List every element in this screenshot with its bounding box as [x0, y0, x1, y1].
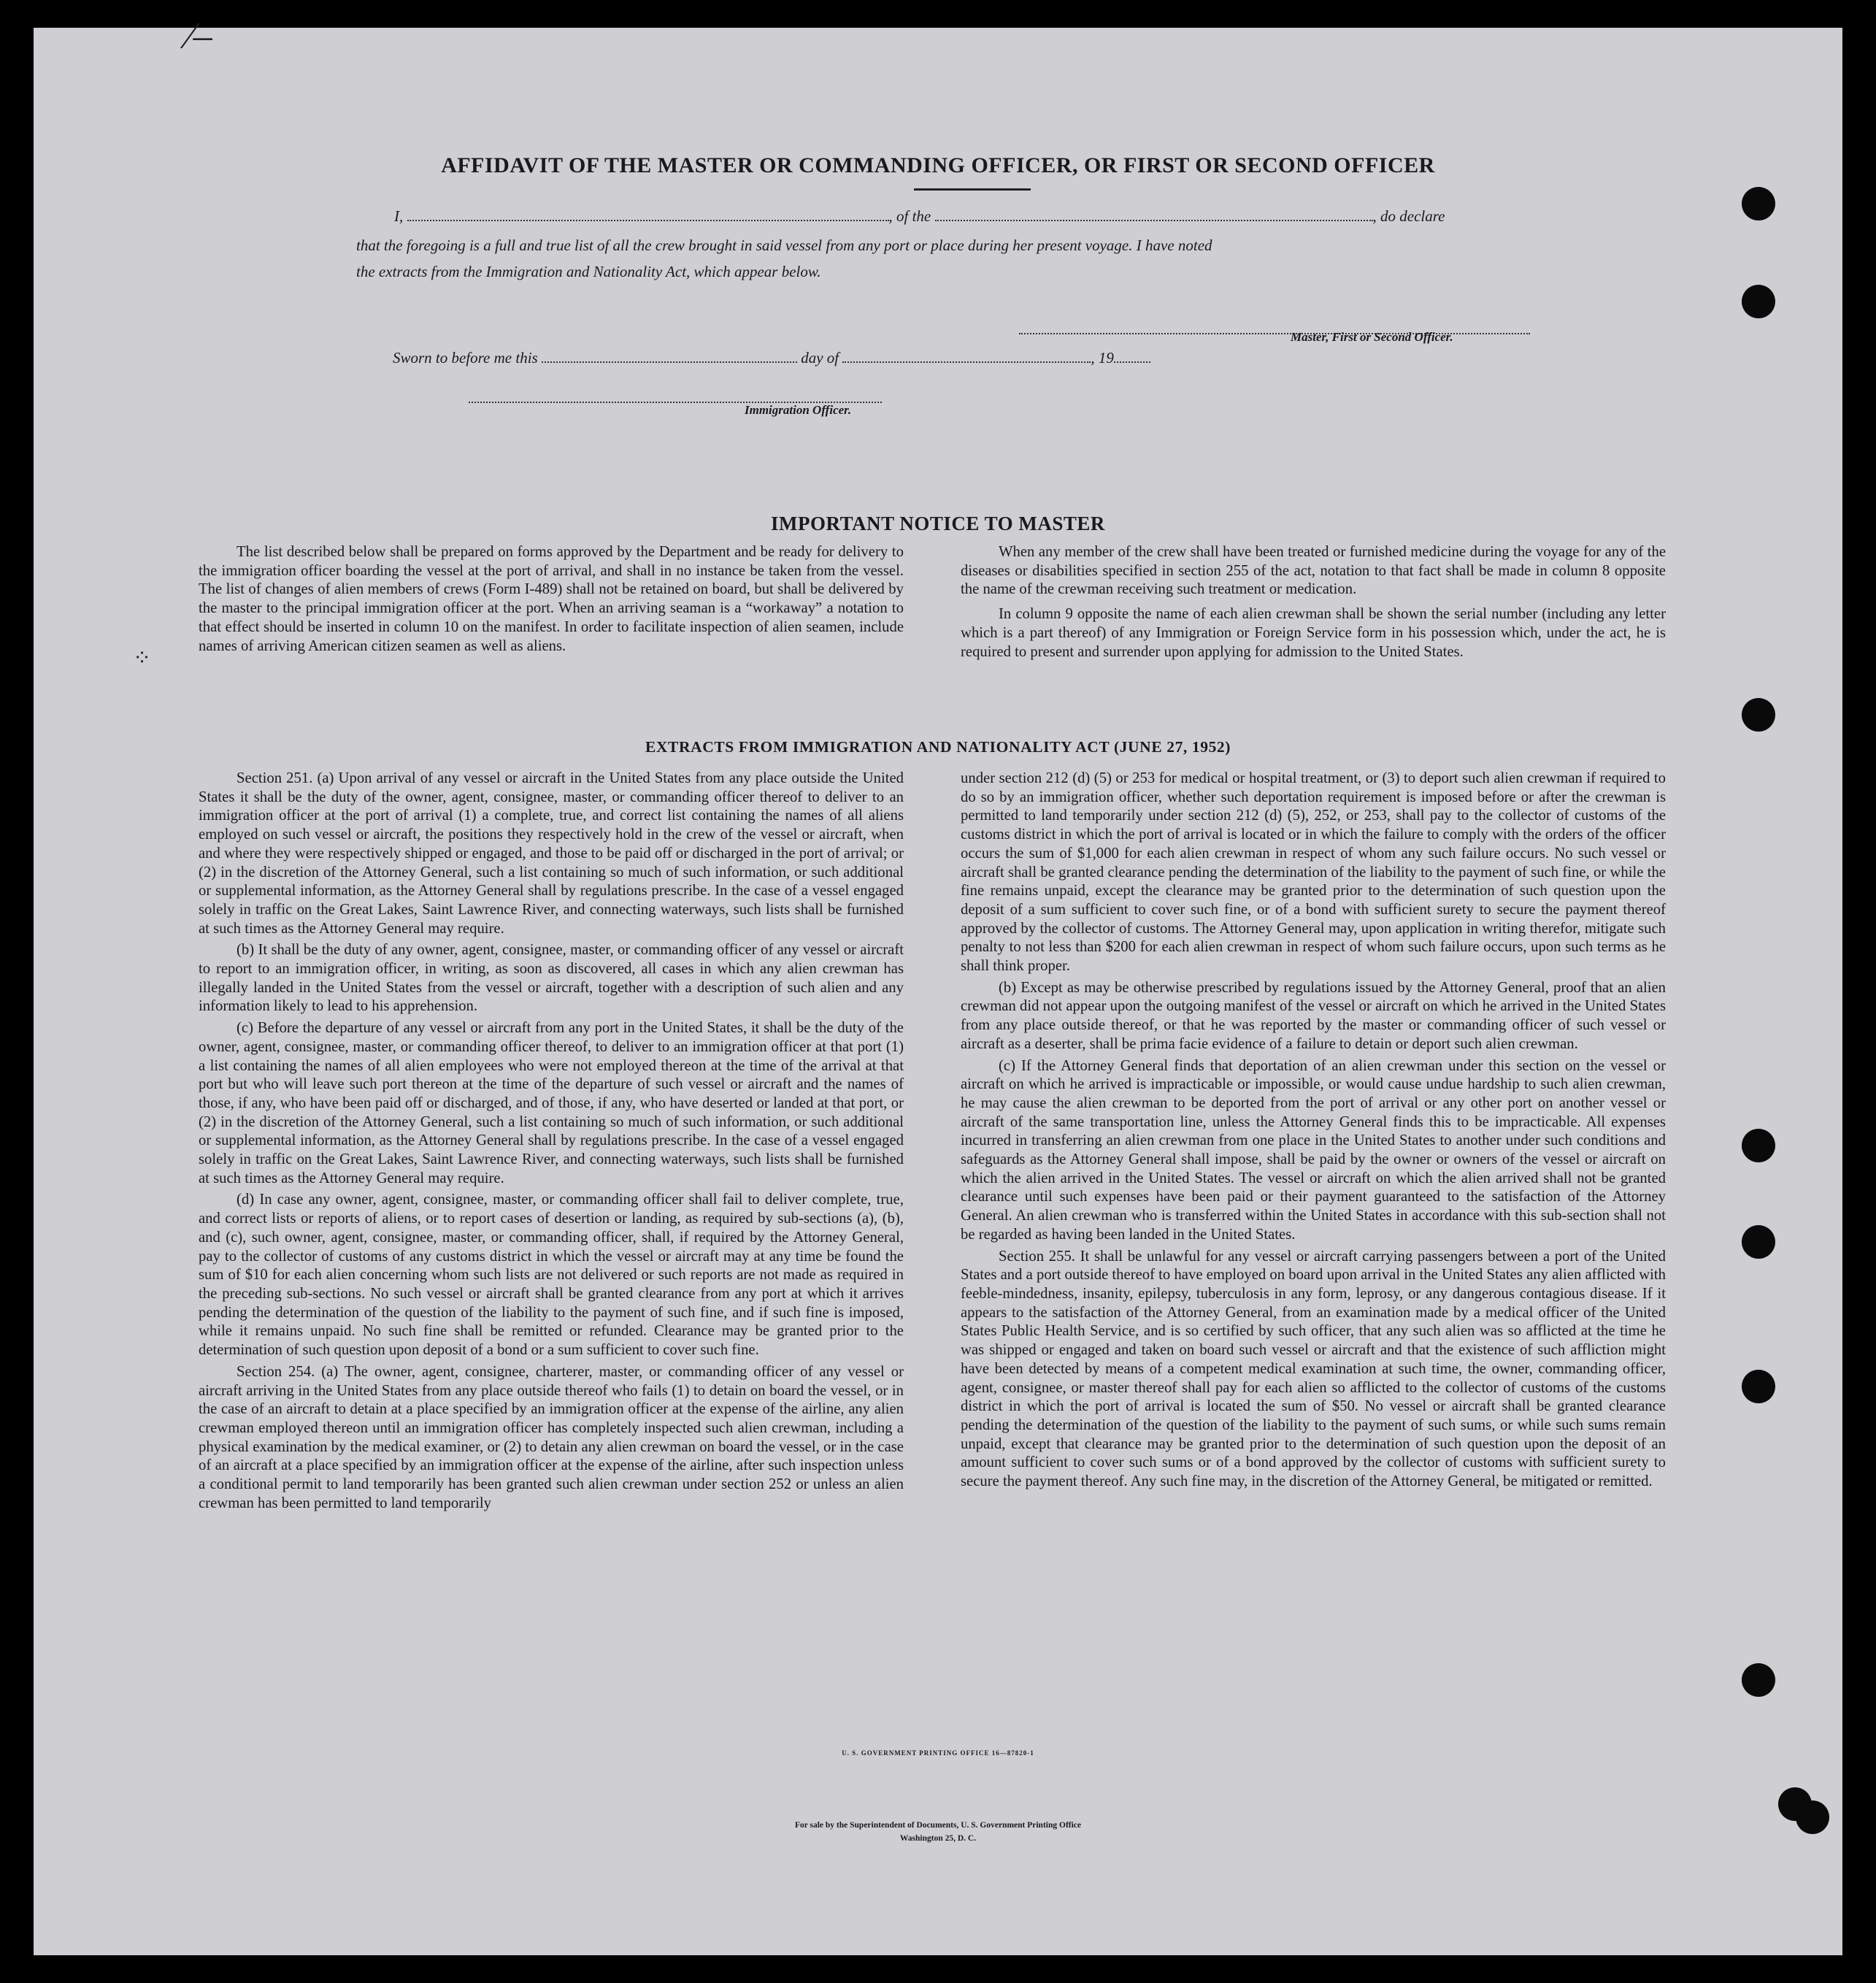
extracts-left-column	[199, 770, 904, 1516]
do-declare-label: , do declare	[1372, 207, 1445, 225]
notice-right-column	[961, 543, 1666, 664]
affidavit-title: AFFIDAVIT OF THE MASTER OR COMMANDING OFFICER, OR FIRST OR SECOND OFFICER	[441, 153, 1435, 177]
notice-heading: IMPORTANT NOTICE TO MASTER	[771, 513, 1105, 534]
master-signature-label: Master, First or Second Officer.	[1291, 330, 1453, 344]
sale-notice-line-2: Washington 25, D. C.	[899, 1834, 977, 1843]
notice-paragraph: When any member of the crew shall have been treated or furnished medicine during the voyage for any of the diseases or disabilities specified in section 255 of the act, notation to that fact shall be made in column 8 opposite the name of the crewman receiving such treatment or medication.	[961, 544, 1666, 598]
sworn-year-field[interactable]	[1114, 350, 1150, 363]
declaration-text-3: the extracts from the Immigration and Nationality Act, which appear below.	[356, 263, 821, 280]
binder-hole	[1742, 1129, 1775, 1162]
section-paragraph: (c) Before the departure of any vessel or aircraft from any port in the United States, it shall be the duty of the owner, agent, consignee, master, or commanding officer thereof, to deliver to an immigration officer at that port (1) a list containing the names of all alien employees who were not employed thereon at the time of the arrival at that port but who will leave such port thereon at the time of the departure of such vessel or aircraft and the names of those, if any, who have been paid off or discharged, and of those, if any, who have deserted or landed at that port, or (2) in the discretion of the Attorney General, such a list containing so much of such information, or such additional or supplemental information, as the Attorney General shall by regulations prescribe. In the case of a vessel engaged solely in traffic on the Great Lakes, Saint Lawrence River, and connecting waterways, such lists shall be furnished at such times as the Attorney General may require.	[199, 1020, 904, 1186]
binder-hole	[1742, 187, 1775, 220]
sworn-line	[393, 349, 1342, 367]
binder-hole	[1742, 1225, 1775, 1259]
ink-smudge: ⁘	[133, 646, 152, 670]
binder-hole	[1742, 1663, 1775, 1697]
printer-imprint: U. S. GOVERNMENT PRINTING OFFICE 16—87820-1	[842, 1749, 1034, 1757]
declaration-text-2: that the foregoing is a full and true list of all the crew brought in said vessel from any port or place during her present voyage. I have noted	[356, 237, 1212, 254]
section-paragraph: (d) In case any owner, agent, consignee, master, or commanding officer shall fail to deliver complete, true, and correct lists or reports of aliens, or to report cases of desertion or landing, as required by sub-sections (a), (b), and (c), such owner, agent, consignee, master, or commanding officer, shall, if required by the Attorney General, pay to the collector of customs of any customs district in which the vessel or aircraft may at any time be found the sum of $10 for each alien concerning whom such lists are not delivered or such reports are not made as required in the preceding sub-sections. No such vessel or aircraft shall be granted clearance from any port at which it arrives pending the determination of the question of the liability to the payment of such fine, and if such fine is imposed, while it remains unpaid. No such fine shall be remitted or refunded. Clearance may be granted prior to the determination of such question upon deposit of a bond or a sum sufficient to cover such fine.	[199, 1192, 904, 1359]
section-paragraph: (b) Except as may be otherwise prescribed by regulations issued by the Attorney General, proof that an alien crewman did not appear upon the outgoing manifest of the vessel or aircraft on which he arrived in the United States from any place outside thereof, or that he was reported by the master or commanding officer of such vessel or aircraft as a deserter, shall be prima facie evidence of a failure to detain or deport such alien crewman.	[961, 979, 1666, 1052]
vessel-name-field[interactable]	[935, 208, 1373, 221]
binder-hole	[1742, 698, 1775, 732]
notice-left-column	[199, 543, 904, 659]
declaration-line	[394, 207, 1555, 226]
title-rule	[914, 188, 1031, 191]
extracts-heading: EXTRACTS FROM IMMIGRATION AND NATIONALITY ACT (JUNE 27, 1952)	[645, 738, 1231, 756]
officer-signature-field[interactable]	[469, 390, 882, 403]
sworn-label: Sworn to before me this	[393, 349, 538, 367]
section-paragraph: (c) If the Attorney General finds that deportation of an alien crewman under this section on the vessel or aircraft on which he arrived is impracticable or impossible, or would cause undue hardship to such alien crewman, he may cause the alien crewman to be deported from the port of arrival or any other port on another vessel or aircraft of the same transportation line, unless the Attorney General finds this to be impracticable. All expenses incurred in transferring an alien crewman from one place in the United States to another under such conditions and safeguards as the Attorney General shall impose, shall be paid by the owner or owners of the vessel or aircraft on which the alien arrived in the United States. The vessel or aircraft on which the alien arrived shall not be granted clearance until such expenses have been paid or their payment guaranteed to the satisfaction of the Attorney General. An alien crewman who is transferred within the United States in accordance with this sub-section shall not be regarded as having been landed in the United States.	[961, 1057, 1666, 1243]
notice-paragraph: In column 9 opposite the name of each alien crewman shall be shown the serial number (including any letter which is a part thereof) of any Immigration or Foreign Service form in his possession which, under the act, he is required to present and surrender upon applying for admission to the United States.	[961, 606, 1666, 660]
binder-hole	[1742, 285, 1775, 318]
declarant-label: I,	[394, 207, 404, 225]
binder-hole	[1742, 1370, 1775, 1403]
section-paragraph: Section 254. (a) The owner, agent, consignee, charterer, master, or commanding officer of any vessel or aircraft arriving in the United States from any place outside thereof who fails (1) to detain on board the vessel, or in the case of an aircraft to detain at a place specified by an immigration officer at the expense of the airline, any alien crewman employed thereon until an immigration officer has completely inspected such alien crewman, including a physical examination by the medical examiner, or (2) to detain any alien crewman on board the vessel, or in the case of an aircraft at a place specified by an immigration officer at the expense of the airline, after such inspection unless a conditional permit to land temporarily has been granted such alien crewman under section 252 or unless an alien crewman has been permitted to land temporarily	[199, 1363, 904, 1511]
section-paragraph: under section 212 (d) (5) or 253 for medical or hospital treatment, or (3) to deport such alien crewman if required to do so by an immigration officer, whether such deportation requirement is imposed before or after the crewman is permitted to land temporarily under section 212 (d) (5), 252, or 253, shall pay to the collector of customs of the customs district in which the port of arrival is located or in which the failure to comply with the orders of the officer occurs the sum of $1,000 for each alien crewman in respect of whom any such failure occurs. No such vessel or aircraft shall be granted clearance pending the determination of the liability to the payment of such fine, or while the fine remains unpaid, except the clearance may be granted prior to the determination of such question upon the deposit of a sum sufficient to cover such fine, or of a bond with sufficient surety to secure the payment thereof approved by the collector of customs. The Attorney General may, upon application in writing therefor, mitigate such penalty to not less than $200 for each alien crewman in respect of whom such failure occurs, upon such terms as he shall think proper.	[961, 770, 1666, 975]
section-paragraph: (b) It shall be the duty of any owner, agent, consignee, master, or commanding officer of any vessel or aircraft to report to an immigration officer, in writing, as soon as discovered, all cases in which any alien crewman has illegally landed in the United States from the vessel or aircraft, together with a description of such alien and any information likely to lead to his apprehension.	[199, 942, 904, 1015]
declarant-name-field[interactable]	[407, 208, 889, 221]
of-the-label: , of the	[888, 207, 931, 225]
officer-signature-label: Immigration Officer.	[745, 403, 852, 417]
year-label: , 19	[1091, 349, 1114, 367]
sworn-date-field[interactable]	[542, 350, 797, 363]
sale-notice-line-1: For sale by the Superintendent of Documents, U. S. Government Printing Office	[794, 1821, 1082, 1830]
section-paragraph: Section 251. (a) Upon arrival of any vessel or aircraft in the United States from any place outside the United States it shall be the duty of the owner, agent, consignee, master, or commanding officer thereof to deliver to an immigration officer at the port of arrival (1) a complete, true, and correct list containing the names of all aliens employed on such vessel or aircraft, the positions they respectively hold in the crew of the vessel or aircraft, when and where they were respectively shipped or engaged, and those to be paid off or discharged in the port of arrival; or (2) in the discretion of the Attorney General, such a list containing so much of such information, or such additional or supplemental information, as the Attorney General shall by regulations prescribe. In the case of a vessel engaged solely in traffic on the Great Lakes, Saint Lawrence River, and connecting waterways, such lists shall be furnished at such times as the Attorney General may require.	[199, 770, 904, 937]
notice-paragraph: The list described below shall be prepared on forms approved by the Department and be ready for delivery to the immigration officer boarding the vessel at the port of arrival, and shall in no instance be taken from the vessel. The list of changes of alien members of crews (Form I-489) shall not be retained on board, but shall be delivered by the master to the principal immigration officer at the port. When an arriving seaman is a “workaway” a notation to that effect should be inserted in column 10 on the manifest. In order to facilitate inspection of alien seamen, include names of arriving American citizen seamen as well as aliens.	[199, 544, 904, 654]
form-page	[34, 15, 1842, 1955]
corner-pen-mark: ⁄–	[187, 15, 212, 57]
extracts-right-column	[961, 770, 1666, 1495]
sworn-month-field[interactable]	[842, 350, 1091, 363]
day-of-label: day of	[801, 349, 839, 367]
master-signature-field[interactable]	[1019, 321, 1530, 334]
section-paragraph: Section 255. It shall be unlawful for any vessel or aircraft carrying passengers between a port of the United States and a port outside thereof to have employed on board upon arrival in the United States any alien afflicted with feeble-mindedness, insanity, epilepsy, tuberculosis in any form, leprosy, or any dangerous contagious disease. If it appears to the satisfaction of the Attorney General, from an examination made by a medical officer of the United States Public Health Service, and is so certified by such officer, that any such alien was so afflicted at the time he was shipped or engaged and taken on board such vessel or aircraft and that the existence of such affliction might have been detected by means of a competent medical examination at such time, the owner, commanding officer, agent, consignee, or master thereof shall pay for each alien so afflicted to the collector of customs of the customs district in which the port of arrival is located the sum of $50. No vessel or aircraft shall be granted clearance pending the determination of the question of the liability to the payment of such sums, or while such sums remain unpaid, except that clearance may be granted prior to the determination of such question upon the deposit of an amount sufficient to cover such sums or of a bond approved by the collector of customs with sufficient surety to secure the payment thereof. Any such fine may, in the discretion of the Attorney General, be mitigated or remitted.	[961, 1248, 1666, 1490]
